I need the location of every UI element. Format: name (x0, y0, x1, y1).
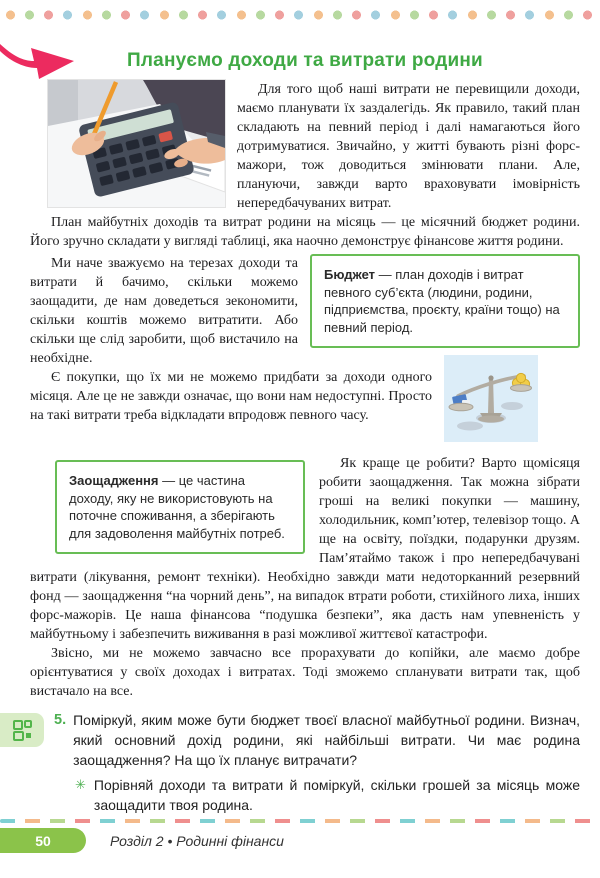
paragraph-intro: Для того щоб наші витрати не перевищили доходи, маємо планувати їх заздалегідь. Як правило, такий план складають на певний період і далі намагаються його дотримуватися. Звичайно, у житті бувають різні форс-мажори, тож доводиться змінювати плани. Але, плануючи, завжди варто враховувати імовірність непередбачуваних витрат. (237, 82, 580, 211)
decorative-dashes-border (0, 819, 600, 823)
sun-bullet-icon: ✳ (75, 777, 86, 792)
budget-definition-text: — план доходів і витрат певного суб’єкта (людини, родини, підприємства, проєкту, країни тощо) на певний період. (324, 267, 560, 335)
page-content (0, 80, 600, 815)
exercise-subtask (30, 775, 580, 815)
decorative-dots-border (4, 10, 600, 20)
exercise-number: 5. (54, 712, 67, 728)
footer-row (0, 828, 600, 853)
exercise-subtask-text: Порівняй доходи та витрати й поміркуй, скільки грошей за місяць може заощадити твоя родина. (93, 777, 580, 813)
page-footer (0, 819, 600, 853)
paragraph-conclusion: Звісно, ми не можемо завчасно все прорахувати до копійки, але маємо добре орієнтуватися у своїх доходах і витратах. Тоді зможемо спланувати витрати так, щоб вистачало на все. (30, 646, 580, 699)
budget-term: Бюджет (324, 267, 375, 282)
exercise-task-text: Поміркуй, яким може бути бюджет твоєї власної майбутньої родини. Визнач, який основний дохід родини, які найбільші витрати. Чи має родина заощадження? На що їх планує витрачати? (73, 712, 580, 768)
paragraph-how-to-save: Як краще це робити? Варто щомісяця робити заощадження. Так можна зібрати гроші на великі покупки — машину, холодильник, комп’ютер, телевізор тощо. А ще на освіту, поїздки, подарунки друзям. Пам’ятаймо також і про непередбачувані витрати (лікування, ремонт техніки). Необхідно завжди мати недоторканний резервний фонд — заощадження “на чорний день”, на випадок втрати роботи, стихійного лиха, інших форс-мажорів. Це наша фінансова “подушка безпеки”, яка дасть нам упевненість у майбутньому і забезпечить виживання в разі можливої життєвої катастрофи. (30, 456, 580, 642)
pink-arrow-icon (0, 42, 76, 82)
exercise-task (30, 710, 580, 770)
chapter-label: Розділ 2 • Родинні фінанси (110, 832, 284, 849)
squares-icon (10, 718, 34, 742)
exercise-block (30, 710, 580, 815)
page-number-badge: 50 (0, 828, 86, 853)
paragraph-weighing: Ми наче зважуємо на терезах доходи та витрати й бачимо, скільки можемо заощадити, де нам доведеться зекономити, скільки коштів можемо витратити. Або скільки ще слід заробити, щоб вистачило на необхідне. (30, 256, 298, 366)
savings-definition-box (55, 460, 305, 554)
calculator-hands-photo (48, 80, 225, 207)
savings-section (30, 454, 580, 701)
paragraph-big-purchases: Є покупки, що їх ми не можемо придбати за доходи одного місяця. Але це не завжди означає, що вони нам недоступні. Просто на такі витрати треба відкладати впродовж певного часу. (30, 370, 432, 423)
budget-definition-box (310, 254, 580, 348)
middle-section (30, 254, 580, 446)
intro-row (30, 80, 580, 213)
savings-term: Заощадження (69, 473, 159, 488)
savings-definition-text: — це частина доходу, яку не використовують на поточне споживання, а зберігають для задоволення майбутніх потреб. (69, 473, 285, 541)
balance-scale-illustration (444, 355, 538, 442)
paragraph-monthly-budget: План майбутніх доходів та витрат родини на місяць — це місячний бюджет родини. Його зручно складати у вигляді таблиці, яка наочно демонструє фінансове життя родини. (30, 215, 580, 249)
page-title: Плануємо доходи та витрати родини (127, 50, 483, 71)
exercise-marker-tab (0, 713, 44, 747)
